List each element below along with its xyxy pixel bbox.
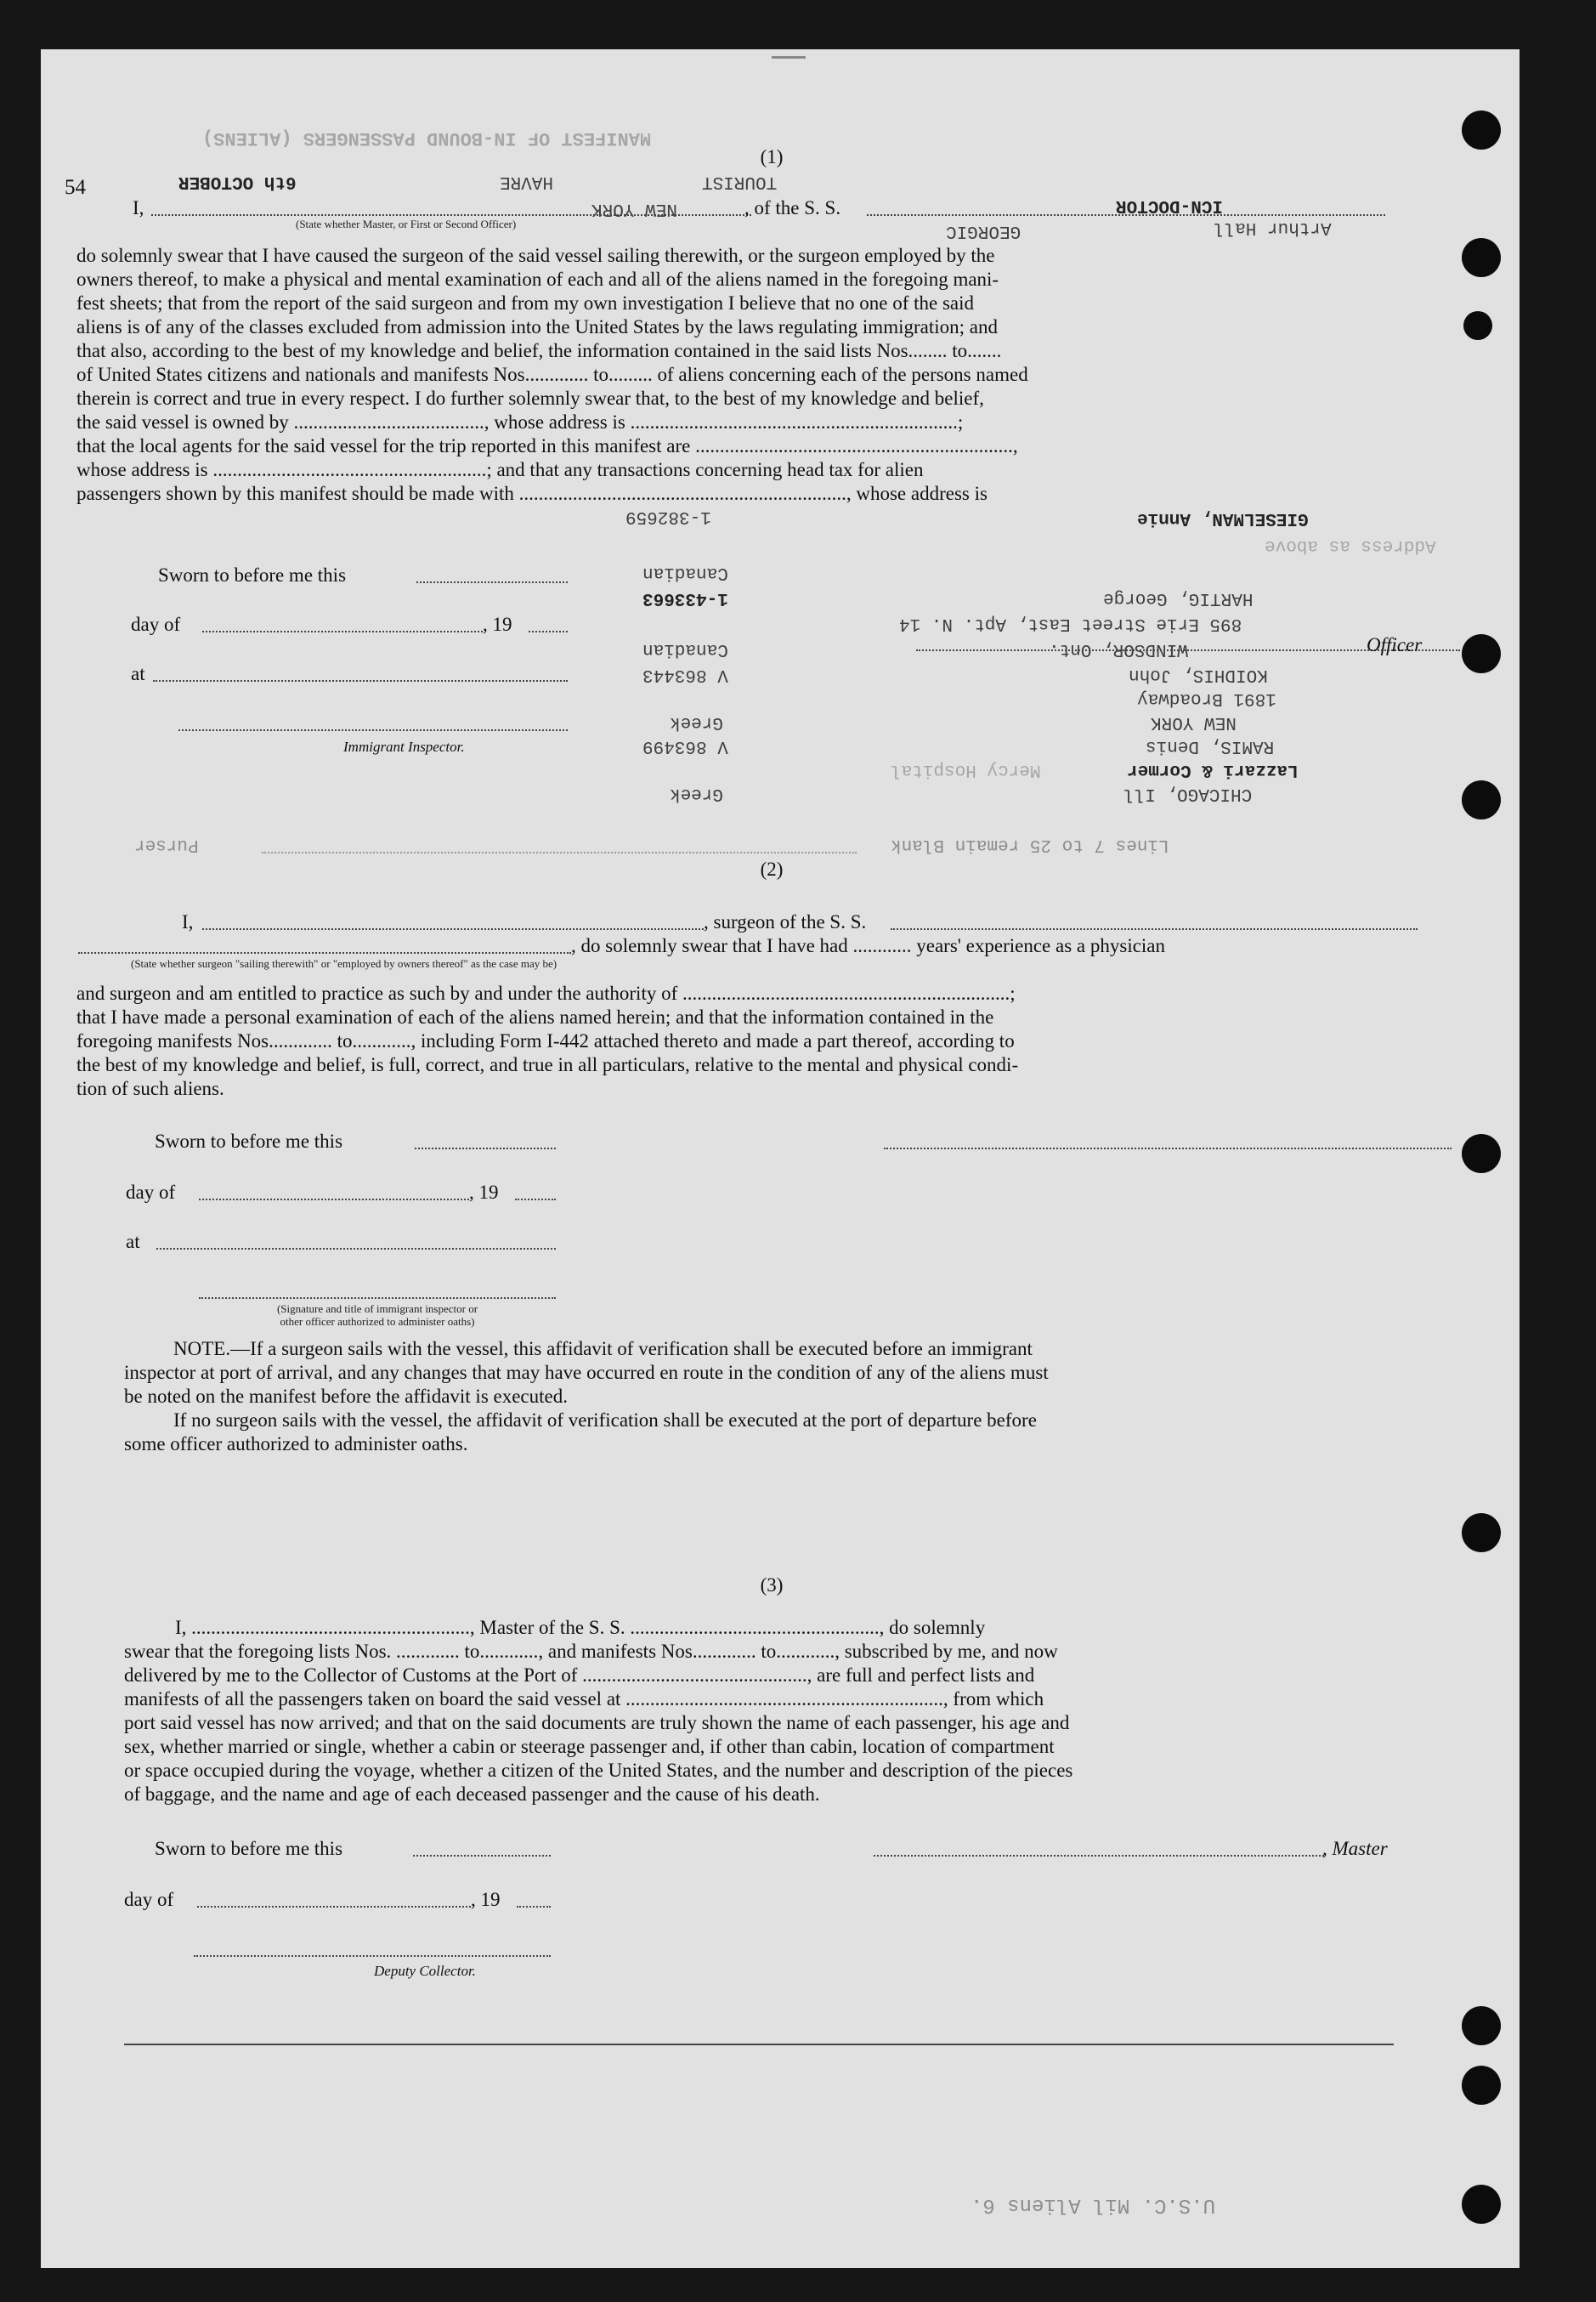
port-stamp: HAVRE <box>500 172 554 191</box>
s3-deputy-label: Deputy Collector. <box>374 1963 476 1979</box>
punch-hole <box>1462 2185 1501 2224</box>
bleed-address: CHICAGO, Ill <box>1123 784 1253 803</box>
s2-note-line: some officer authorized to administer oaths. <box>124 1433 468 1454</box>
s3-year-label: , 19 <box>471 1889 501 1910</box>
punch-hole <box>1462 1134 1501 1173</box>
s3-para-line: delivered by me to the Collector of Customs at the Port of .............................................., are full and perfect lists and <box>124 1664 1035 1686</box>
punch-hole <box>1462 238 1501 277</box>
s1-officer-field[interactable] <box>151 214 751 216</box>
s2-para-line: tion of such aliens. <box>76 1078 224 1099</box>
s3-sworn-label: Sworn to before me this <box>155 1838 343 1859</box>
s3-para-line: of baggage, and the name and age of each deceased passenger and the cause of his death. <box>124 1783 820 1805</box>
punch-hole <box>1463 311 1492 340</box>
section1-number: (1) <box>760 146 784 167</box>
s2-line2-field[interactable] <box>78 952 571 954</box>
s3-para-line: or space occupied during the voyage, whether a citizen of the United States, and the number and description of the pieces <box>124 1760 1073 1781</box>
s1-inspector-label: Immigrant Inspector. <box>343 739 465 755</box>
s1-para-line: fest sheets; that from the report of the said surgeon and from my own investigation I believe that no one of the said <box>76 292 975 314</box>
s2-note-line: inspector at port of arrival, and any changes that may have occurred en route in the condition of any of the aliens must <box>124 1362 1049 1383</box>
bleed-form-number: U.S.C. Mil Aliens 6. <box>971 2193 1216 2216</box>
s2-line1-start: I, <box>182 911 194 933</box>
s2-dayof-field[interactable] <box>199 1199 469 1200</box>
s2-at-label: at <box>126 1231 140 1252</box>
s1-inspector-line[interactable] <box>178 729 568 731</box>
s3-para-line: manifests of all the passengers taken on board the said vessel at ................................................................., from which <box>124 1688 1044 1709</box>
bleed-address: Lazzari & Cormer <box>1127 760 1299 780</box>
bleed-address: 895 Erie Street East, Apt. N. 14 <box>899 614 1242 633</box>
punch-hole <box>1462 2066 1501 2105</box>
s1-at-label: at <box>131 663 145 684</box>
s2-surgeon-field[interactable] <box>202 928 704 930</box>
s2-year-label: , 19 <box>469 1182 499 1203</box>
s2-line2: , do solemnly swear that I have had ............ years' experience as a physician <box>571 935 1166 956</box>
s1-para-line: do solemnly swear that I have caused the surgeon of the said vessel sailing therewith, or the surgeon employed by the <box>76 245 995 266</box>
s3-master-label: , Master <box>1322 1838 1388 1859</box>
s2-note-line: be noted on the manifest before the affidavit is executed. <box>124 1386 568 1407</box>
bleed-faint: Purser <box>134 835 199 854</box>
bleed-name: KOIDHIS, John <box>1129 665 1268 684</box>
bleed-address: WINDSOR, Ont. <box>1049 639 1188 659</box>
s1-para-line: owners thereof, to make a physical and mental examination of each and all of the aliens named in the foregoing mani- <box>76 269 999 290</box>
s1-year-label: , 19 <box>483 614 512 635</box>
bleed-nationality: Greek <box>670 712 724 732</box>
s2-para-line: and surgeon and am entitled to practice as such by and under the authority of ...................................................................; <box>76 983 1016 1004</box>
s2-vessel-field[interactable] <box>891 928 1418 930</box>
s1-officer-label: Officer <box>1367 634 1423 655</box>
s1-at-field[interactable] <box>153 680 568 682</box>
section3-number: (3) <box>760 1574 784 1596</box>
bleed-address: NEW YORK <box>1151 712 1237 732</box>
master-stamp: Arthur Hall <box>1214 218 1332 237</box>
bottom-rule <box>124 2044 1394 2045</box>
s1-dayof-field[interactable] <box>202 631 483 632</box>
punch-hole <box>1462 780 1501 819</box>
s3-dayof-label: day of <box>124 1889 174 1910</box>
s2-inspector-line[interactable] <box>199 1297 556 1299</box>
bleed-number: V 863443 <box>642 665 728 684</box>
bleed-dash-line <box>262 852 857 853</box>
s1-para-line: passengers shown by this manifest should be made with ..................................................................., whose address is <box>76 483 988 504</box>
s2-note-line: NOTE.—If a surgeon sails with the vessel, this affidavit of verification shall be executed before an immigrant <box>173 1338 1033 1359</box>
s3-dayof-field[interactable] <box>197 1906 471 1908</box>
s2-para-line: the best of my knowledge and belief, is full, correct, and true in all particulars, relative to the mental and physical condi- <box>76 1054 1019 1075</box>
header-tick <box>772 56 806 59</box>
s2-dayof-label: day of <box>126 1182 176 1203</box>
s2-line1-mid: , surgeon of the S. S. <box>704 911 867 933</box>
s3-para-line: sex, whether married or single, whether a cabin or steerage passenger and, if other than cabin, location of compartment <box>124 1736 1055 1757</box>
s1-line1-start: I, <box>133 197 144 218</box>
s1-para-line: of United States citizens and nationals and manifests Nos............. to......... of aliens concerning each of the persons named <box>76 364 1028 385</box>
bleed-number: 1-382659 <box>625 507 711 526</box>
vessel-stamp: GEORGIC <box>946 221 1022 241</box>
s2-sworn-field[interactable] <box>415 1148 556 1149</box>
bleed-address: 1891 Broadway <box>1137 689 1276 708</box>
s3-para-line: swear that the foregoing lists Nos. ............. to............, and manifests Nos............. to............, subscribed by me, and now <box>124 1641 1058 1662</box>
s1-sworn-label: Sworn to before me this <box>158 564 347 586</box>
line-number: 54 <box>65 176 86 199</box>
s3-para-line: port said vessel has now arrived; and that on the said documents are truly shown the name of each passenger, his age and <box>124 1712 1070 1733</box>
bleed-title: MANIFEST OF IN-BOUND PASSENGERS (ALIENS) <box>202 128 652 149</box>
bleed-faint: Lines 7 to 25 remain Blank <box>891 835 1169 854</box>
bleed-number: 1-433663 <box>642 588 728 608</box>
s1-para-line: that the local agents for the said vessel for the trip reported in this manifest are ................................................................., <box>76 435 1018 456</box>
class-stamp: TOURIST <box>702 172 778 191</box>
bleed-number: V 863499 <box>642 736 728 756</box>
s3-master-signature-line[interactable] <box>874 1855 1324 1857</box>
stamp-code: ICN-DOCTOR <box>1116 196 1224 215</box>
bleed-name: RAMIS, Denis <box>1146 736 1275 756</box>
s2-sworn-label: Sworn to before me this <box>155 1131 343 1152</box>
bleed-nationality: Greek <box>670 784 724 803</box>
s1-year-field[interactable] <box>529 631 568 632</box>
date-stamp: 6th OCTOBER <box>178 172 297 191</box>
s2-para-line: that I have made a personal examination of each of the aliens named herein; and that the information contained in the <box>76 1006 994 1028</box>
s2-signature-line[interactable] <box>884 1148 1452 1149</box>
bleed-nationality: Canadian <box>642 639 728 659</box>
s1-para-line: aliens is of any of the classes excluded from admission into the United States by the laws regulating immigration; and <box>76 316 998 337</box>
s2-year-field[interactable] <box>515 1199 556 1200</box>
bleed-faint: Address as above <box>1265 536 1436 555</box>
s2-signature-note-2: other officer authorized to administer oaths) <box>280 1315 475 1328</box>
destination-stamp: NEW YORK <box>591 199 677 218</box>
bleed-name: HARTIG, George <box>1103 588 1254 608</box>
s2-signature-note-1: (Signature and title of immigrant inspector or <box>276 1302 478 1315</box>
document-page <box>41 49 1520 2268</box>
s3-year-field[interactable] <box>517 1906 551 1908</box>
s1-para-line: whose address is ........................................................; and that any transactions concerning head tax for alien <box>76 459 924 480</box>
s1-para-line: the said vessel is owned by ......................................., whose address is ...................................................................; <box>76 411 964 433</box>
bleed-faint: Mercy Hospital <box>891 760 1041 780</box>
s3-sworn-field[interactable] <box>413 1855 551 1857</box>
punch-hole <box>1462 1513 1501 1552</box>
s2-para-line: foregoing manifests Nos............. to............, including Form I-442 attached thereto and made a part thereof, according to <box>76 1030 1015 1052</box>
s2-at-field[interactable] <box>156 1248 556 1250</box>
bleed-nationality: Canadian <box>642 563 728 582</box>
s2-note-line: If no surgeon sails with the vessel, the affidavit of verification shall be executed at the port of departure before <box>173 1409 1037 1431</box>
s1-para-line: that also, according to the best of my knowledge and belief, the information contained in the said lists Nos........ to....... <box>76 340 1002 361</box>
s1-para-line: therein is correct and true in every respect. I do further solemnly swear that, to the best of my knowledge and belief, <box>76 388 984 409</box>
punch-hole <box>1462 111 1501 150</box>
s3-deputy-line[interactable] <box>194 1955 551 1957</box>
section2-number: (2) <box>760 859 784 880</box>
s3-para-line: I, ........................................................., Master of the S. S. ..................................................., do solemnly <box>175 1617 986 1638</box>
bleed-name: GIESELMAN, Annie <box>1137 508 1309 528</box>
s1-sworn-field[interactable] <box>416 581 568 583</box>
s1-officer-note: (State whether Master, or First or Second Officer) <box>296 218 517 230</box>
s1-dayof-label: day of <box>131 614 181 635</box>
punch-hole <box>1462 2006 1501 2045</box>
s2-surgeon-note: (State whether surgeon "sailing therewith" or "employed by owners thereof" as the case may be) <box>131 957 557 970</box>
s1-line1-mid: , of the S. S. <box>744 197 841 218</box>
punch-hole <box>1462 634 1501 673</box>
